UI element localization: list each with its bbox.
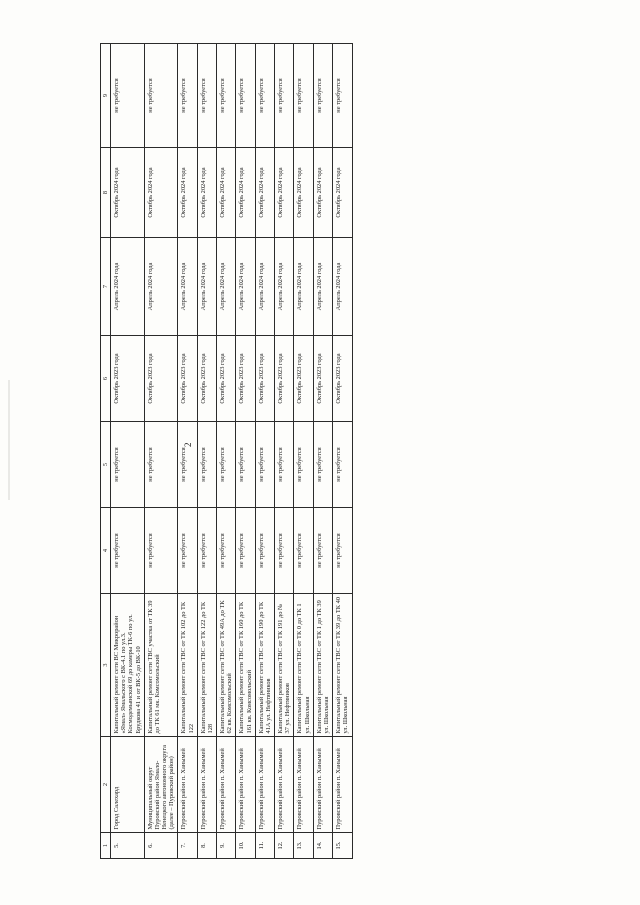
row-municipality: Пуровский район п. Ханымей (313, 737, 332, 833)
column-number-6: 6 (101, 336, 111, 422)
row-col6: Октябрь 2023 года (144, 336, 178, 422)
row-col9: не требуется (275, 44, 294, 148)
row-col6: Октябрь 2023 года (255, 336, 274, 422)
row-number: 14. (313, 833, 332, 859)
row-col5: не требуется (333, 422, 352, 508)
row-col9: не требуется (217, 44, 236, 148)
column-number-5: 5 (101, 422, 111, 508)
rotated-table-container (100, 44, 631, 859)
row-col9: не требуется (255, 44, 274, 148)
row-municipality: Пуровский район п. Ханымей (294, 737, 313, 833)
row-col6: Октябрь 2023 года (236, 336, 255, 422)
row-number: 5. (111, 833, 145, 859)
row-number: 10. (236, 833, 255, 859)
row-number: 6. (144, 833, 178, 859)
row-municipality: Пуровский район п. Ханымей (197, 737, 216, 833)
row-col7: Апрель 2024 года (275, 238, 294, 336)
row-col6: Октябрь 2023 года (275, 336, 294, 422)
row-col7: Апрель 2024 года (255, 238, 274, 336)
row-number: 13. (294, 833, 313, 859)
column-number-3: 3 (101, 594, 111, 737)
row-col7: Апрель 2024 года (144, 238, 178, 336)
row-col8: Октябрь 2024 года (333, 148, 352, 238)
column-number-4: 4 (101, 508, 111, 594)
column-number-9: 9 (101, 44, 111, 148)
row-col8: Октябрь 2024 года (178, 148, 197, 238)
row-col9: не требуется (313, 44, 332, 148)
row-object: Капитальный ремонт сети ТВС от ТК 39 до ТК 40 ул. Школьная (333, 594, 352, 737)
row-col9: не требуется (178, 44, 197, 148)
row-number: 12. (275, 833, 294, 859)
schedule-table (100, 43, 353, 859)
row-object: Капитальный ремонт сети ТВС от ТК 190 до ТК 41А ул. Нефтяников (255, 594, 274, 737)
row-col6: Октябрь 2023 года (313, 336, 332, 422)
row-col5: не требуется (275, 422, 294, 508)
scan-artifact (8, 380, 10, 500)
row-municipality: Пуровский район п. Ханымей (236, 737, 255, 833)
page-number: 2 (183, 442, 193, 447)
row-col7: Апрель 2024 года (313, 238, 332, 336)
row-col4: не требуется (313, 508, 332, 594)
row-object: Капитальный ремонт сети ТВС от ТК 0 до ТК 1 ул. Школьная (294, 594, 313, 737)
row-col9: не требуется (294, 44, 313, 148)
row-col9: не требуется (333, 44, 352, 148)
row-object: Капитальный ремонт сети ТВС от ТК 102 до ТК 122 (178, 594, 197, 737)
row-col6: Октябрь 2023 года (111, 336, 145, 422)
row-col5: не требуется (294, 422, 313, 508)
row-municipality: Пуровский район п. Ханымей (275, 737, 294, 833)
row-col5: не требуется (313, 422, 332, 508)
row-object: Капитальный ремонт сети ТВС участка от ТК 39 до ТК 61 мк. Комсомольский (144, 594, 178, 737)
table-row (294, 44, 313, 859)
row-col4: не требуется (144, 508, 178, 594)
row-col4: не требуется (333, 508, 352, 594)
row-col5: не требуется (178, 422, 197, 508)
row-col8: Октябрь 2024 года (275, 148, 294, 238)
row-col5: не требуется (255, 422, 274, 508)
table-row (178, 44, 197, 859)
row-col6: Октябрь 2023 года (333, 336, 352, 422)
row-col9: не требуется (197, 44, 216, 148)
row-object: Капитальный ремонт сети ТВС от ТК 191 до № 37 ул. Нефтяников (275, 594, 294, 737)
row-municipality: Пуровский район п. Ханымей (178, 737, 197, 833)
row-col7: Апрель 2024 года (236, 238, 255, 336)
table-row (236, 44, 255, 859)
row-col4: не требуется (294, 508, 313, 594)
column-number-2: 2 (101, 737, 111, 833)
table-row (313, 44, 332, 859)
row-col4: не требуется (178, 508, 197, 594)
row-number: 7. (178, 833, 197, 859)
row-object: Капитальный ремонт сети ТВС от ТК 1 до ТК 39 ул. Школьная (313, 594, 332, 737)
row-municipality: Муниципальный округ Пуровский район Ямало-Ненецкого автономного округа (далее – Пуровский район) (144, 737, 178, 833)
row-number: 15. (333, 833, 352, 859)
row-object: Капитальный ремонт сети ТВС от ТК 122 до ТК 128 (197, 594, 216, 737)
row-col7: Апрель 2024 года (294, 238, 313, 336)
row-col5: не требуется (144, 422, 178, 508)
row-number: 11. (255, 833, 274, 859)
row-col8: Октябрь 2024 года (217, 148, 236, 238)
row-col8: Октябрь 2024 года (313, 148, 332, 238)
row-col6: Октябрь 2023 года (197, 336, 216, 422)
row-col8: Октябрь 2024 года (236, 148, 255, 238)
row-col4: не требуется (255, 508, 274, 594)
row-municipality: Пуровский район п. Ханымей (255, 737, 274, 833)
table-row (217, 44, 236, 859)
row-col6: Октябрь 2023 года (178, 336, 197, 422)
row-col7: Апрель 2024 года (217, 238, 236, 336)
row-col7: Апрель 2024 года (197, 238, 216, 336)
column-number-7: 7 (101, 238, 111, 336)
row-col7: Апрель 2024 года (111, 238, 145, 336)
row-number: 8. (197, 833, 216, 859)
row-col7: Апрель 2024 года (178, 238, 197, 336)
table-row (275, 44, 294, 859)
row-municipality: Пуровский район п. Ханымей (217, 737, 236, 833)
column-number-8: 8 (101, 148, 111, 238)
row-col7: Апрель 2024 года (333, 238, 352, 336)
table-row (111, 44, 145, 859)
table-row (197, 44, 216, 859)
row-col8: Октябрь 2024 года (197, 148, 216, 238)
row-municipality: Город Салехард (111, 737, 145, 833)
table-row (255, 44, 274, 859)
row-col4: не требуется (111, 508, 145, 594)
row-object: Капитальный ремонт сети ТВС от ТК 160 до ТК 161 кв. Комсомольский (236, 594, 255, 737)
row-col4: не требуется (275, 508, 294, 594)
row-col8: Октябрь 2024 года (144, 148, 178, 238)
column-number-1: 1 (101, 833, 111, 859)
row-number: 9. (217, 833, 236, 859)
row-col8: Октябрь 2024 года (294, 148, 313, 238)
row-col5: не требуется (236, 422, 255, 508)
row-col8: Октябрь 2024 года (255, 148, 274, 238)
row-col8: Октябрь 2024 года (111, 148, 145, 238)
row-col4: не требуется (217, 508, 236, 594)
row-col5: не требуется (217, 422, 236, 508)
row-object: Капитальный ремонт сети ВС Микрорайон «Ямал» Ямальского с ВК-4.1 по ул.3. Космодемьянской 69 до камеры ТК-6 по ул. Брудкова 41 и от ВК-5 до ВК-10 (111, 594, 145, 737)
row-col6: Октябрь 2023 года (217, 336, 236, 422)
table-row (144, 44, 178, 859)
column-number-row (101, 44, 111, 859)
row-col4: не требуется (236, 508, 255, 594)
row-col9: не требуется (236, 44, 255, 148)
row-col9: не требуется (111, 44, 145, 148)
row-col4: не требуется (197, 508, 216, 594)
row-col6: Октябрь 2023 года (294, 336, 313, 422)
row-col9: не требуется (144, 44, 178, 148)
row-object: Капитальный ремонт сети ТВС от ТК 49А до ТК 62 кв. Комсомольский (217, 594, 236, 737)
table-row (333, 44, 352, 859)
row-municipality: Пуровский район п. Ханымей (333, 737, 352, 833)
row-col5: не требуется (197, 422, 216, 508)
row-col5: не требуется (111, 422, 145, 508)
